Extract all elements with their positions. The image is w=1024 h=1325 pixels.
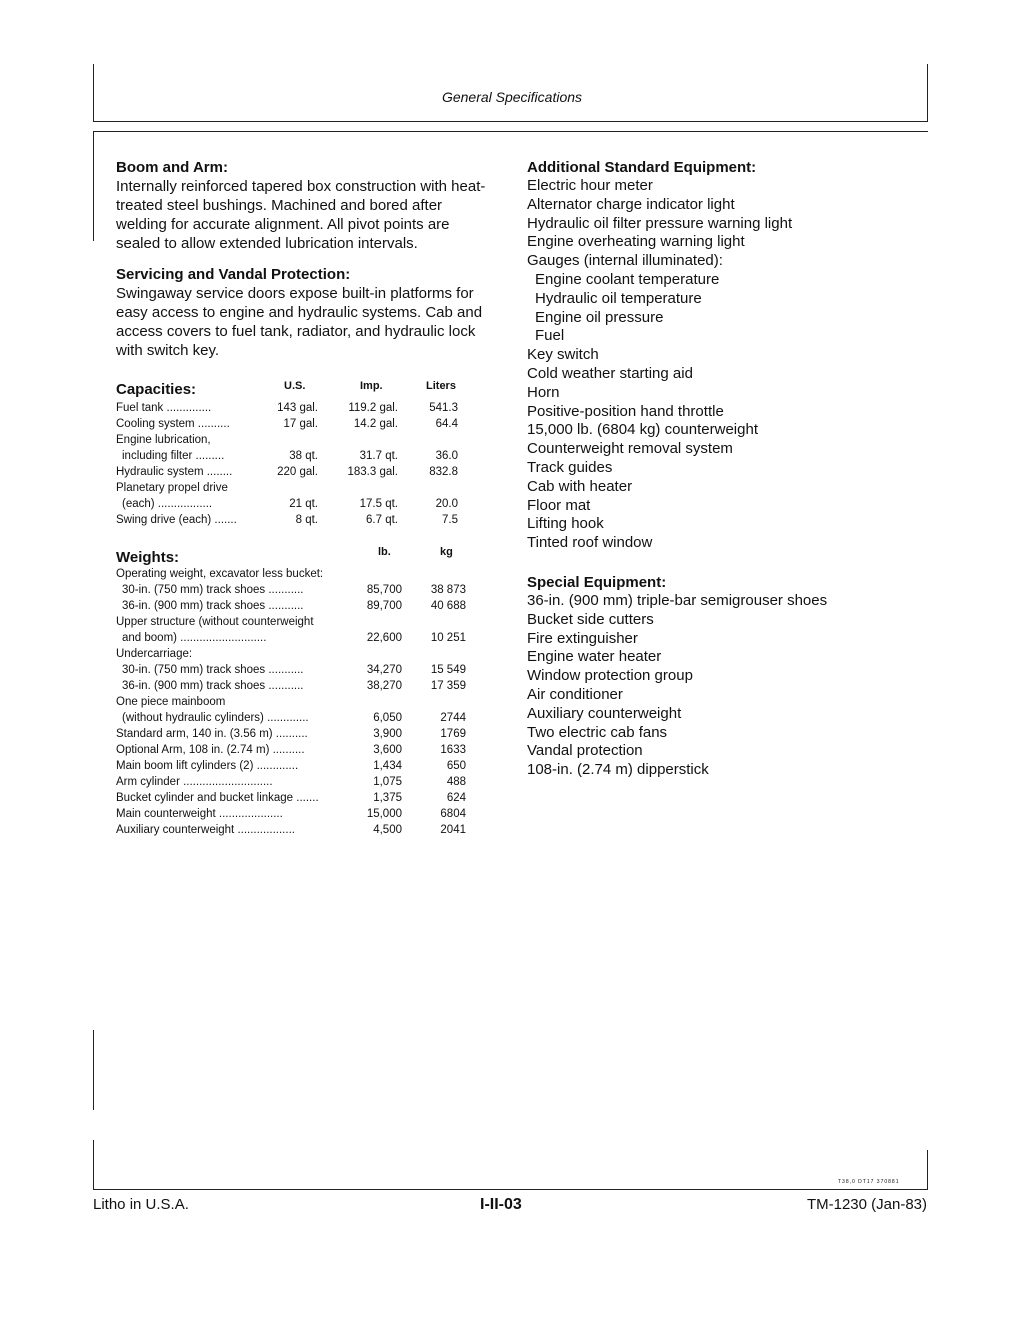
special-item: Air conditioner	[527, 685, 623, 703]
weight-kg: 488	[446, 776, 466, 788]
weight-row	[116, 758, 496, 774]
capacity-label: Hydraulic system ........	[116, 466, 233, 478]
weight-lb: 6,050	[373, 712, 402, 724]
weights-table	[116, 544, 496, 838]
special-item: Bucket side cutters	[527, 610, 654, 628]
boom-arm-heading: Boom and Arm:	[116, 159, 228, 176]
print-code: T38,0 DT17 370881	[838, 1179, 900, 1185]
weight-kg: 6804	[440, 808, 466, 820]
weight-label: One piece mainboom	[116, 696, 226, 708]
weight-row	[116, 726, 496, 742]
weight-kg: 624	[446, 792, 466, 804]
capacity-label: Planetary propel drive	[116, 482, 228, 494]
additional-item: Positive-position hand throttle	[527, 402, 724, 420]
weight-kg: 40 688	[430, 600, 466, 612]
weight-lb: 4,500	[373, 824, 402, 836]
additional-item: Hydraulic oil filter pressure warning light	[527, 214, 793, 232]
capacity-row	[116, 496, 496, 512]
boom-arm-section	[116, 158, 496, 253]
page-number: I-II-03	[480, 1196, 522, 1213]
servicing-heading: Servicing and Vandal Protection:	[116, 266, 351, 283]
weight-row	[116, 646, 496, 662]
weight-label: Main counterweight ....................	[116, 808, 283, 820]
special-item: 108-in. (2.74 m) dipperstick	[527, 761, 709, 779]
capacity-row	[116, 512, 496, 528]
weight-row	[116, 790, 496, 806]
weight-label: Optional Arm, 108 in. (2.74 m) ..........	[116, 744, 305, 756]
frame-left-bottom	[93, 1140, 94, 1190]
capacity-row	[116, 432, 496, 448]
additional-item: Floor mat	[527, 496, 591, 514]
weight-kg: 17 359	[430, 680, 466, 692]
footer-right: TM-1230 (Jan-83)	[806, 1196, 927, 1213]
weight-lb: 15,000	[366, 808, 402, 820]
left-column	[116, 158, 496, 838]
weight-label: 30-in. (750 mm) track shoes ...........	[122, 584, 304, 596]
weight-kg: 650	[446, 760, 466, 772]
footer-rule	[93, 1189, 928, 1190]
additional-item: Engine oil pressure	[535, 308, 664, 326]
right-column	[527, 158, 907, 780]
capacity-imp: 119.2 gal.	[348, 402, 398, 414]
weight-row	[116, 774, 496, 790]
weight-label: 36-in. (900 mm) track shoes ...........	[122, 680, 304, 692]
capacity-label: Cooling system ..........	[116, 418, 230, 430]
weight-row	[116, 678, 496, 694]
capacity-row	[116, 464, 496, 480]
weight-row	[116, 598, 496, 614]
additional-item: Engine coolant temperature	[535, 270, 720, 288]
additional-item: Track guides	[527, 458, 613, 476]
weight-row	[116, 630, 496, 646]
weight-row	[116, 822, 496, 838]
weight-lb: 85,700	[366, 584, 402, 596]
capacity-liters: 7.5	[442, 514, 458, 526]
capacity-us: 38 qt.	[289, 450, 318, 462]
capacity-label: (each) .................	[122, 498, 213, 510]
special-item: Vandal protection	[527, 742, 643, 760]
weight-row	[116, 806, 496, 822]
footer-left: Litho in U.S.A.	[93, 1196, 189, 1213]
capacity-label: Swing drive (each) .......	[116, 514, 237, 526]
weight-row	[116, 742, 496, 758]
weights-heading: Weights:	[116, 549, 180, 566]
additional-item: Lifting hook	[527, 515, 604, 533]
weight-lb: 89,700	[366, 600, 402, 612]
capacity-liters: 64.4	[435, 418, 458, 430]
capacity-liters: 541.3	[429, 402, 458, 414]
servicing-section	[116, 265, 496, 360]
additional-item: Electric hour meter	[527, 177, 653, 194]
special-item: 36-in. (900 mm) triple-bar semigrouser shoes	[527, 591, 828, 609]
frame-left-mid	[93, 1030, 94, 1110]
capacity-imp: 183.3 gal.	[347, 466, 398, 478]
special-item: Auxiliary counterweight	[527, 704, 682, 722]
capacity-row	[116, 448, 496, 464]
capacity-us: 8 qt.	[295, 514, 318, 526]
additional-item: Key switch	[527, 346, 599, 364]
weight-lb: 1,434	[373, 760, 402, 772]
capacity-row	[116, 416, 496, 432]
col-liters: Liters	[426, 380, 456, 392]
capacities-table	[116, 378, 496, 528]
weight-label: Operating weight, excavator less bucket:	[116, 568, 324, 580]
additional-item: Gauges (internal illuminated):	[527, 252, 723, 270]
additional-item: 15,000 lb. (6804 kg) counterweight	[527, 421, 758, 439]
weight-label: 30-in. (750 mm) track shoes ...........	[122, 664, 304, 676]
weight-lb: 22,600	[366, 632, 402, 644]
col-imp: Imp.	[360, 380, 383, 392]
col-us: U.S.	[284, 380, 306, 392]
additional-item: Cold weather starting aid	[527, 364, 693, 382]
boom-arm-text: Internally reinforced tapered box construction with heat-treated steel bushings. Machined and bored after welding for accurate alignment. All pivot points are sealed to allow extended lubrication intervals.	[116, 178, 486, 252]
weight-label: and boom) ...........................	[122, 632, 267, 644]
additional-heading: Additional Standard Equipment:	[527, 159, 757, 176]
capacity-imp: 6.7 qt.	[366, 514, 398, 526]
capacity-label: Fuel tank ..............	[116, 402, 212, 414]
capacities-rows	[116, 400, 496, 528]
additional-item: Counterweight removal system	[527, 440, 733, 458]
frame-left-body	[93, 131, 94, 241]
frame-right-bottom	[927, 1150, 928, 1190]
weight-kg: 15 549	[430, 664, 466, 676]
weight-lb: 38,270	[366, 680, 402, 692]
additional-item: Fuel	[535, 327, 565, 345]
weight-label: Standard arm, 140 in. (3.56 m) ..........	[116, 728, 308, 740]
col-kg: kg	[440, 546, 453, 558]
special-item: Two electric cab fans	[527, 723, 668, 741]
additional-item: Hydraulic oil temperature	[535, 289, 702, 307]
header-rule	[93, 121, 928, 122]
capacity-liters: 832.8	[429, 466, 458, 478]
weight-label: Main boom lift cylinders (2) .............	[116, 760, 299, 772]
additional-list	[527, 177, 907, 553]
weight-row	[116, 662, 496, 678]
weight-kg: 38 873	[430, 584, 466, 596]
special-item: Fire extinguisher	[527, 629, 638, 647]
special-item: Engine water heater	[527, 648, 662, 666]
additional-item: Alternator charge indicator light	[527, 195, 735, 213]
additional-item: Cab with heater	[527, 477, 633, 495]
weight-lb: 1,075	[373, 776, 402, 788]
weight-lb: 3,600	[373, 744, 402, 756]
weight-lb: 34,270	[366, 664, 402, 676]
servicing-text: Swingaway service doors expose built-in platforms for easy access to engine and hydraulic systems. Cab and access covers to fuel tank, radiator, and hydraulic lock with switch key.	[116, 285, 483, 359]
weight-kg: 2744	[440, 712, 466, 724]
special-list	[527, 592, 907, 780]
weight-label: Bucket cylinder and bucket linkage .......	[116, 792, 319, 804]
capacity-imp: 17.5 qt.	[359, 498, 398, 510]
capacity-imp: 14.2 gal.	[353, 418, 398, 430]
weight-lb: 3,900	[373, 728, 402, 740]
capacity-row	[116, 400, 496, 416]
weights-rows	[116, 566, 496, 838]
weight-kg: 1633	[440, 744, 466, 756]
weight-label: Undercarriage:	[116, 648, 193, 660]
capacity-us: 143 gal.	[277, 402, 318, 414]
weight-row	[116, 566, 496, 582]
weight-row	[116, 614, 496, 630]
capacity-label: including filter .........	[122, 450, 225, 462]
additional-item: Tinted roof window	[527, 534, 653, 552]
weight-label: Upper structure (without counterweight	[116, 616, 314, 628]
capacity-row	[116, 480, 496, 496]
capacities-heading: Capacities:	[116, 381, 197, 398]
special-item: Window protection group	[527, 667, 693, 685]
weight-label: Auxiliary counterweight ..................	[116, 824, 295, 836]
weight-kg: 10 251	[430, 632, 466, 644]
capacity-liters: 36.0	[435, 450, 458, 462]
capacity-liters: 20.0	[435, 498, 458, 510]
capacity-label: Engine lubrication,	[116, 434, 211, 446]
capacity-us: 21 qt.	[289, 498, 318, 510]
capacity-imp: 31.7 qt.	[359, 450, 398, 462]
weight-label: (without hydraulic cylinders) .............	[122, 712, 309, 724]
weight-row	[116, 582, 496, 598]
weight-lb: 1,375	[373, 792, 402, 804]
special-heading: Special Equipment:	[527, 573, 667, 591]
capacity-us: 220 gal.	[277, 466, 318, 478]
weight-kg: 1769	[440, 728, 466, 740]
capacity-us: 17 gal.	[283, 418, 318, 430]
running-head: General Specifications	[441, 89, 583, 105]
weight-label: 36-in. (900 mm) track shoes ...........	[122, 600, 304, 612]
header-rule-2	[93, 131, 928, 132]
weight-row	[116, 710, 496, 726]
col-lb: lb.	[378, 546, 391, 558]
weight-kg: 2041	[440, 824, 466, 836]
additional-item: Engine overheating warning light	[527, 233, 745, 251]
weight-row	[116, 694, 496, 710]
weight-label: Arm cylinder ............................	[116, 776, 273, 788]
additional-item: Horn	[527, 383, 560, 401]
